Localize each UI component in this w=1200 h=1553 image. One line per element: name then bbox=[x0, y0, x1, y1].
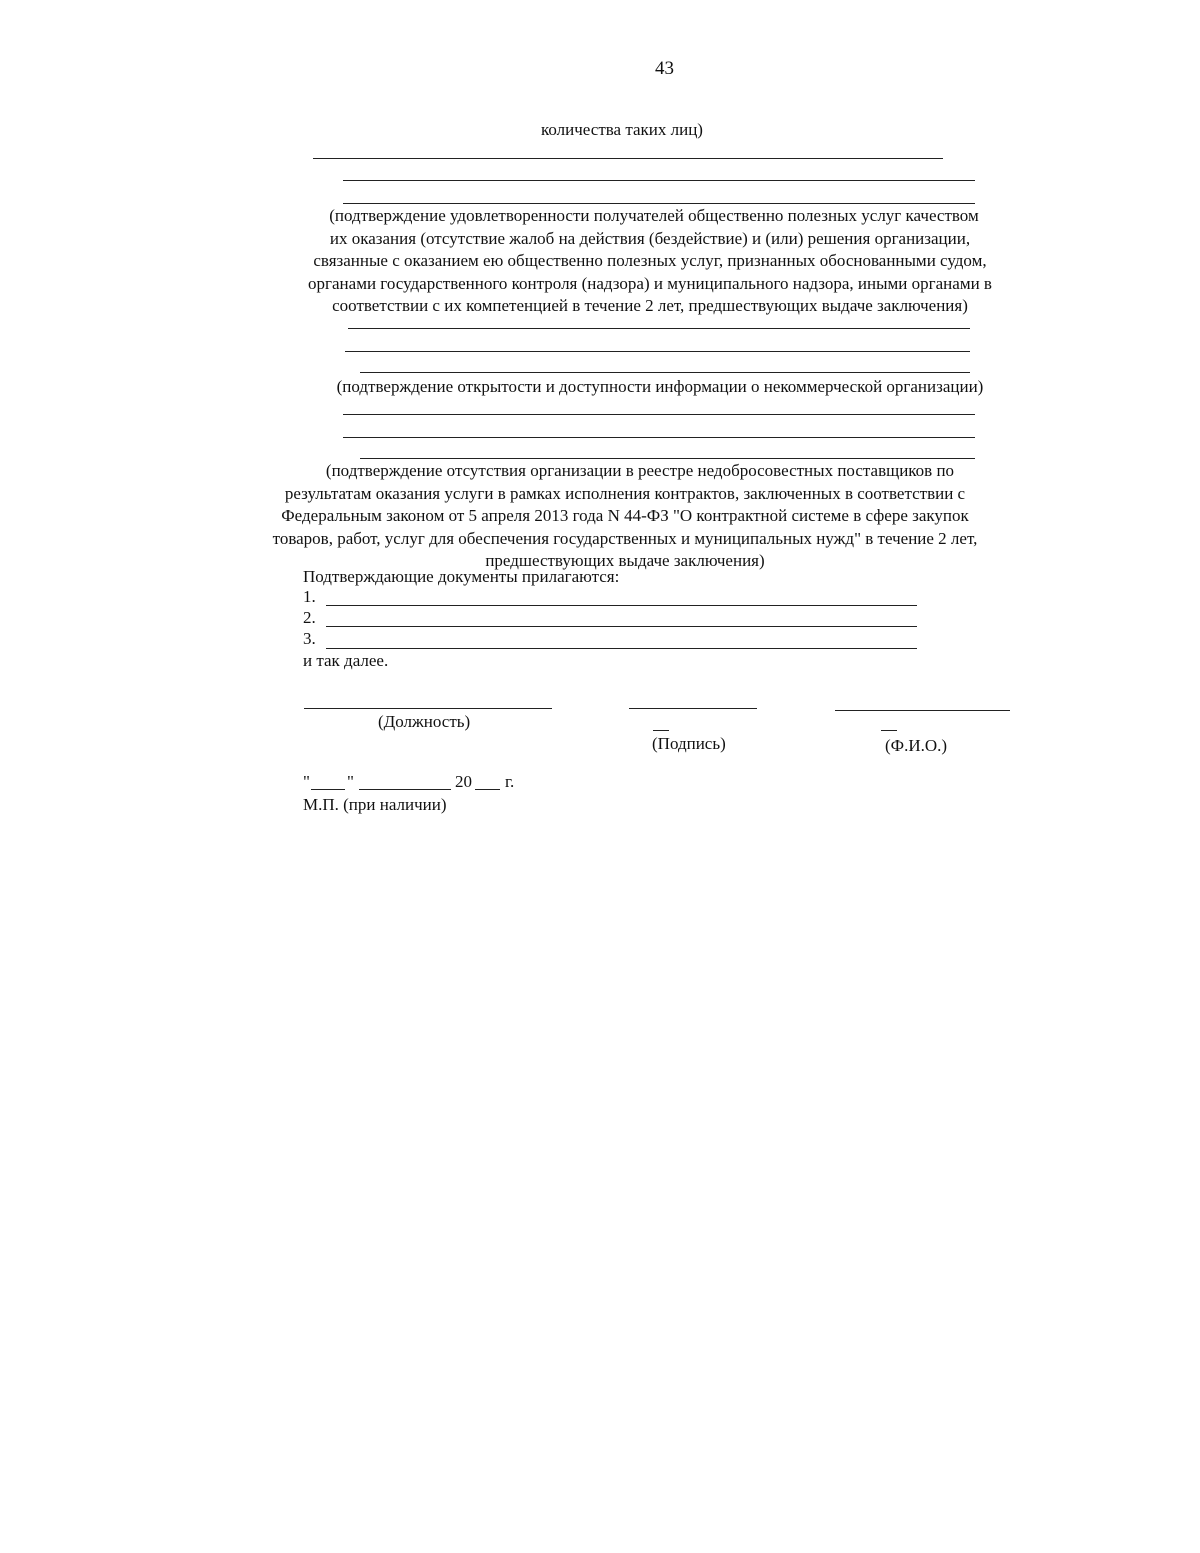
signature-label: (Подпись) bbox=[652, 734, 726, 753]
fill-line[interactable] bbox=[313, 158, 943, 159]
year-fill-line[interactable] bbox=[475, 789, 500, 790]
caption-line: (подтверждение отсутствия организации в реестре недобросовестных поставщиков по bbox=[325, 461, 955, 480]
position-label: (Должность) bbox=[378, 712, 471, 731]
attachment-item-number: 1. bbox=[303, 587, 316, 606]
caption-line: результатам оказания услуги в рамках исполнения контрактов, заключенных в соответствии с bbox=[284, 483, 966, 503]
fill-line[interactable] bbox=[343, 203, 975, 204]
caption-line: соответствии с их компетенцией в течение 2 лет, предшествующих выдаче заключения) bbox=[332, 296, 968, 315]
year-prefix: 20 bbox=[455, 772, 472, 791]
stamp-note: М.П. (при наличии) bbox=[303, 795, 447, 814]
name-fill-line[interactable] bbox=[835, 710, 1010, 711]
date-open-quote: " bbox=[303, 772, 310, 791]
attachment-item-number: 3. bbox=[303, 629, 316, 648]
fill-line[interactable] bbox=[343, 414, 975, 415]
page-number: 43 bbox=[655, 58, 674, 79]
fill-line[interactable] bbox=[343, 437, 975, 438]
position-fill-line[interactable] bbox=[304, 708, 552, 709]
caption-line: органами государственного контроля (надзора) и муниципального надзора, иными органами в bbox=[308, 273, 992, 293]
name-tick bbox=[881, 730, 897, 731]
date-close-quote: " bbox=[347, 772, 354, 791]
caption-line: их оказания (отсутствие жалоб на действия (бездействие) и (или) решения организации, bbox=[329, 228, 971, 248]
fill-line[interactable] bbox=[343, 180, 975, 181]
attachments-heading: Подтверждающие документы прилагаются: bbox=[303, 567, 620, 586]
attachments-etc: и так далее. bbox=[303, 651, 389, 670]
section1-caption-tail: количества таких лиц) bbox=[541, 120, 703, 139]
attachment-item-number: 2. bbox=[303, 608, 316, 627]
section4-caption bbox=[200, 460, 1050, 573]
caption-line: товаров, работ, услуг для обеспечения государственных и муниципальных нужд" в течение 2 лет, bbox=[272, 528, 978, 548]
month-fill-line[interactable] bbox=[359, 789, 451, 790]
attachment-fill-line[interactable] bbox=[326, 605, 917, 606]
fill-line[interactable] bbox=[360, 372, 970, 373]
section3-caption: (подтверждение открытости и доступности информации о некоммерческой организации) bbox=[336, 377, 984, 396]
fill-line[interactable] bbox=[360, 458, 975, 459]
caption-line: связанные с оказанием ею общественно полезных услуг, признанных обоснованными судом, bbox=[313, 251, 987, 270]
day-fill-line[interactable] bbox=[311, 789, 345, 790]
attachment-fill-line[interactable] bbox=[326, 648, 917, 649]
caption-line: предшествующих выдаче заключения) bbox=[485, 551, 765, 570]
signature-tick bbox=[653, 730, 669, 731]
section2-caption bbox=[225, 205, 1075, 318]
signature-fill-line[interactable] bbox=[629, 708, 757, 709]
fill-line[interactable] bbox=[345, 351, 970, 352]
year-suffix: г. bbox=[505, 772, 515, 791]
name-label: (Ф.И.О.) bbox=[885, 736, 948, 755]
fill-line[interactable] bbox=[348, 328, 970, 329]
caption-line: Федеральным законом от 5 апреля 2013 года N 44-ФЗ "О контрактной системе в сфере закупок bbox=[281, 506, 969, 525]
attachment-fill-line[interactable] bbox=[326, 626, 917, 627]
caption-line: (подтверждение удовлетворенности получателей общественно полезных услуг качеством bbox=[329, 206, 979, 225]
